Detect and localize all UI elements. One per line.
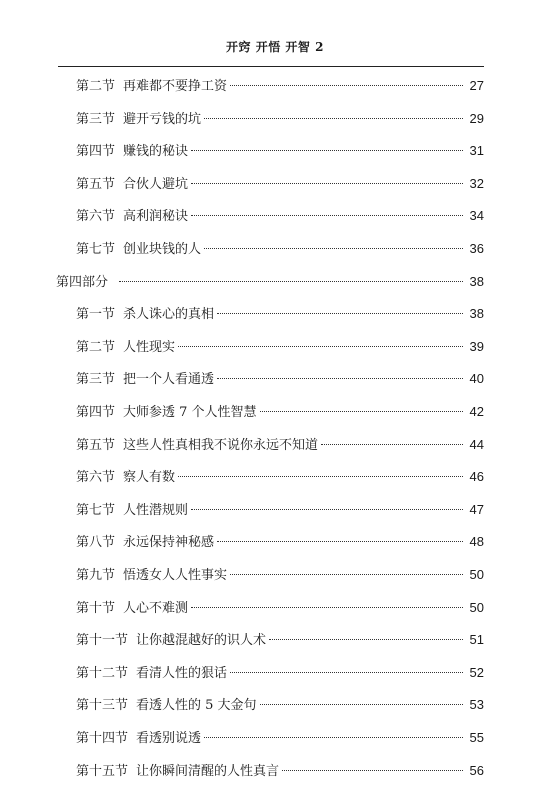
toc-entry-title: 杀人诛心的真相 xyxy=(123,307,215,323)
toc-page-number: 55 xyxy=(469,730,484,745)
toc-entry-number: 第十二节 xyxy=(76,665,129,681)
dot-leader xyxy=(204,248,463,249)
toc-section-entry xyxy=(76,76,484,96)
toc-entry-number: 第十三节 xyxy=(76,698,129,714)
dot-leader xyxy=(217,378,463,379)
toc-page-number: 48 xyxy=(469,534,484,550)
toc-page-number: 51 xyxy=(469,632,484,648)
dot-leader xyxy=(204,737,463,738)
toc-page-number: 56 xyxy=(469,762,484,778)
toc-entry-number: 第六节 xyxy=(76,470,116,486)
toc-section-entry xyxy=(76,141,484,161)
toc-section-entry xyxy=(76,565,484,585)
toc-section-entry xyxy=(76,239,484,259)
toc-entry-number: 第七节 xyxy=(76,502,116,518)
toc-page-number: 34 xyxy=(469,208,484,224)
dot-leader xyxy=(178,346,463,347)
toc-entry-title: 看透人性的 5 大金句 xyxy=(136,698,257,714)
toc-page-number: 52 xyxy=(469,664,484,680)
toc-entry-number: 第十节 xyxy=(76,600,116,616)
dot-leader xyxy=(230,574,463,575)
toc-entry-number: 第三节 xyxy=(76,372,116,388)
toc-entry-number: 第十五节 xyxy=(76,763,129,779)
toc-entry-number: 第七节 xyxy=(76,242,116,257)
toc-entry-title: 悟透女人人性事实 xyxy=(123,568,228,583)
toc-entry-title: 人心不难测 xyxy=(123,600,189,616)
dot-leader xyxy=(282,770,463,771)
toc-section-entry xyxy=(76,206,484,226)
dot-leader xyxy=(191,607,463,608)
toc-entry-number: 第四节 xyxy=(76,144,116,160)
toc-entry-number: 第一节 xyxy=(76,307,116,323)
toc-page-number: 50 xyxy=(469,599,484,615)
toc-entry-title: 看清人性的狠话 xyxy=(136,665,228,681)
dot-leader xyxy=(204,118,463,119)
toc-section-entry xyxy=(76,695,484,715)
toc-entry-title: 再难都不要挣工资 xyxy=(123,79,228,94)
toc-page-number: 44 xyxy=(469,436,484,452)
toc-entry-number: 第十四节 xyxy=(76,731,129,746)
toc-page-number: 50 xyxy=(469,567,484,582)
toc-entry-title: 这些人性真相我不说你永远不知道 xyxy=(123,437,319,453)
toc-entry-title: 把一个人看通透 xyxy=(123,372,215,388)
toc-section-entry xyxy=(76,337,484,357)
toc-entry-title: 永远保持神秘感 xyxy=(123,535,215,551)
dot-leader xyxy=(217,313,463,314)
dot-leader xyxy=(269,639,463,640)
toc-section-entry xyxy=(76,500,484,520)
dot-leader xyxy=(191,183,463,184)
toc-part-entry xyxy=(56,272,484,292)
toc-section-entry xyxy=(76,174,484,194)
toc-page-number: 38 xyxy=(469,273,484,289)
toc-section-entry xyxy=(76,435,484,455)
toc-entry-title: 创业块钱的人 xyxy=(123,242,202,257)
toc-page-number: 31 xyxy=(469,143,484,159)
toc-entry-number: 第四部分 xyxy=(56,274,109,290)
toc-entry-title: 让你越混越好的识人术 xyxy=(136,633,267,649)
toc-entry-title: 人性潜规则 xyxy=(123,502,189,518)
toc-entry-number: 第二节 xyxy=(76,339,116,355)
toc-entry-title: 看透别说透 xyxy=(136,731,202,746)
toc-entry-title: 高利润秘诀 xyxy=(123,209,189,225)
toc-entry-number: 第十一节 xyxy=(76,633,129,649)
toc-page-number: 53 xyxy=(469,697,484,713)
toc-entry-title: 赚钱的秘诀 xyxy=(123,144,189,160)
dot-leader xyxy=(217,541,463,542)
toc-entry-number: 第九节 xyxy=(76,568,116,583)
toc-entry-number: 第五节 xyxy=(76,437,116,453)
dot-leader xyxy=(230,672,463,673)
toc-section-entry xyxy=(76,663,484,683)
toc-entry-title: 合伙人避坑 xyxy=(123,176,189,192)
dot-leader xyxy=(260,704,463,705)
toc-section-entry xyxy=(76,369,484,389)
toc-section-entry xyxy=(76,402,484,422)
toc-page-number: 40 xyxy=(469,371,484,387)
toc-entry-title: 察人有数 xyxy=(123,470,176,486)
toc-page-number: 46 xyxy=(469,469,484,485)
toc-entry-number: 第八节 xyxy=(76,535,116,551)
toc-section-entry xyxy=(76,109,484,129)
toc-page-number: 42 xyxy=(469,404,484,419)
dot-leader xyxy=(178,476,463,477)
dot-leader xyxy=(191,509,463,510)
toc-entry-number: 第三节 xyxy=(76,111,116,127)
dot-leader xyxy=(191,150,463,151)
page-header: 开窍 开悟 开智 2 xyxy=(226,40,324,54)
toc-entry-number: 第五节 xyxy=(76,176,116,192)
toc-page-number: 39 xyxy=(469,338,484,354)
dot-leader xyxy=(230,85,463,86)
toc-section-entry xyxy=(76,728,484,748)
toc-page-number: 36 xyxy=(469,241,484,256)
toc-section-entry xyxy=(76,761,484,781)
toc-entry-title: 让你瞬间清醒的人性真言 xyxy=(136,763,280,779)
toc-entry-number: 第六节 xyxy=(76,209,116,225)
toc-page-number: 47 xyxy=(469,501,484,517)
toc-entry-number: 第二节 xyxy=(76,79,116,94)
toc-entry-title: 人性现实 xyxy=(123,339,176,355)
toc-entry-number: 第四节 xyxy=(76,405,116,420)
toc-section-entry xyxy=(76,532,484,552)
header-rule xyxy=(58,66,484,67)
toc-section-entry xyxy=(76,304,484,324)
toc-page-number: 32 xyxy=(469,175,484,191)
dot-leader xyxy=(260,411,463,412)
dot-leader xyxy=(119,281,463,282)
toc-page-number: 27 xyxy=(469,78,484,93)
toc-section-entry xyxy=(76,467,484,487)
toc-section-entry xyxy=(76,598,484,618)
dot-leader xyxy=(191,215,463,216)
toc-page-number: 38 xyxy=(469,306,484,322)
toc-section-entry xyxy=(76,630,484,650)
toc-entry-title: 大师参透 7 个人性智慧 xyxy=(123,405,257,420)
dot-leader xyxy=(321,444,463,445)
toc-entry-title: 避开亏钱的坑 xyxy=(123,111,202,127)
toc-page-number: 29 xyxy=(469,110,484,126)
